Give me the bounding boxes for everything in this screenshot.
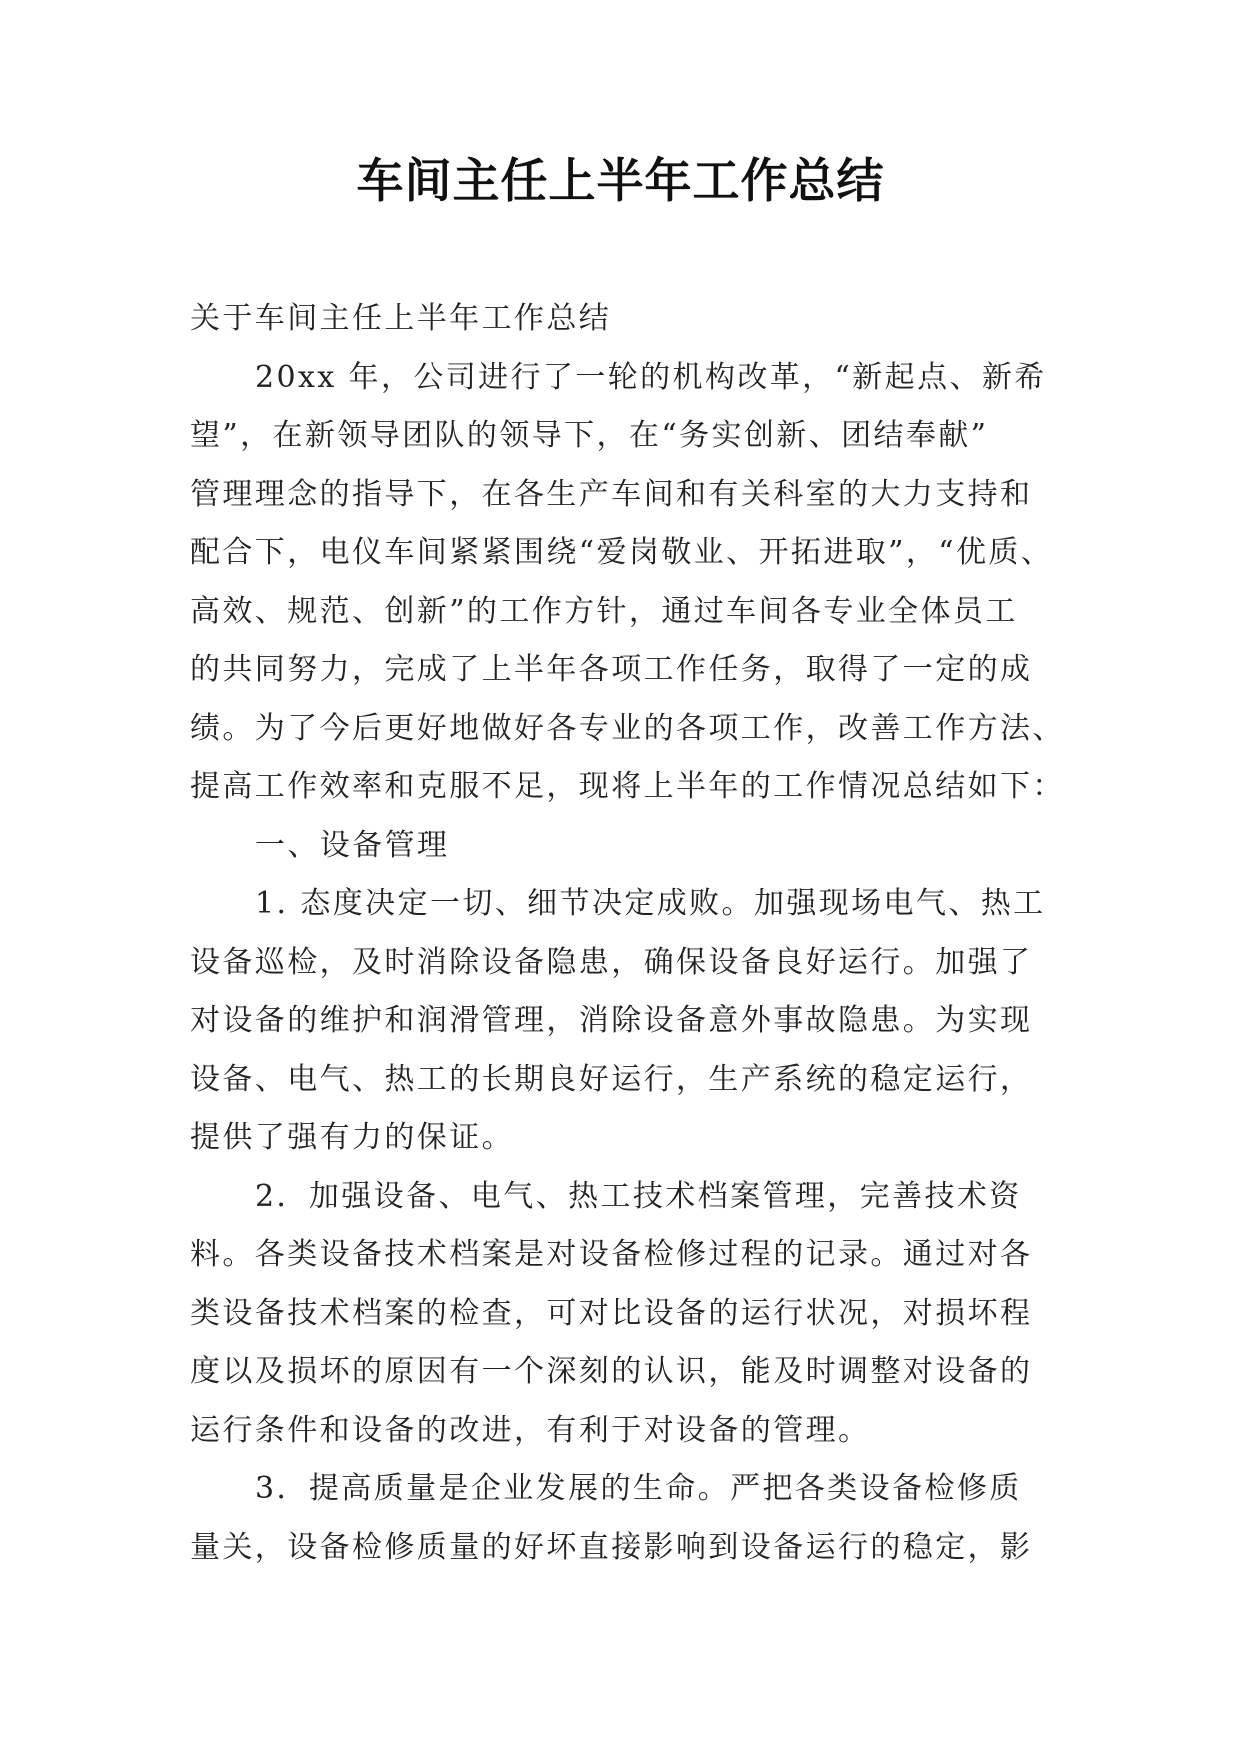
paragraph-line: 高效、规范、创新”的工作方针，通过车间各专业全体员工 — [190, 593, 1018, 629]
document-title: 车间主任上半年工作总结 — [356, 154, 885, 209]
paragraph-line: 提高工作效率和克服不足，现将上半年的工作情况总结如下： — [190, 769, 1065, 804]
document-body — [190, 290, 1065, 1577]
paragraph-line: 设备、电气、热工的长期良好运行，生产系统的稳定运行， — [190, 1061, 1033, 1097]
paragraph-line: 的共同努力，完成了上半年各项工作任务，取得了一定的成 — [190, 652, 1033, 687]
paragraph-line: 运行条件和设备的改进，有利于对设备的管理。 — [190, 1412, 871, 1448]
paragraph-line: 类设备技术档案的检查，可对比设备的运行状况，对损坏程 — [190, 1295, 1033, 1331]
paragraph-line: 20xx 年，公司进行了一轮的机构改革，“新起点、新希 — [255, 359, 1047, 395]
paragraph-line: 度以及损坏的原因有一个深刻的认识，能及时调整对设备的 — [190, 1354, 1033, 1389]
paragraph-line: 量关，设备检修质量的好坏直接影响到设备运行的稳定，影 — [190, 1529, 1033, 1565]
subtitle-line: 关于车间主任上半年工作总结 — [190, 301, 612, 336]
section-heading: 一、设备管理 — [255, 827, 450, 863]
paragraph-line: 3．提高质量是企业发展的生命。严把各类设备检修质 — [255, 1471, 1022, 1506]
paragraph-line: 配合下，电仪车间紧紧围绕“爱岗敬业、开拓进取”，“优质、 — [190, 535, 1054, 570]
paragraph-line: 提供了强有力的保证。 — [190, 1120, 514, 1155]
paragraph-line: 1. 态度决定一切、细节决定成败。加强现场电气、热工 — [255, 886, 1046, 921]
paragraph-line: 绩。为了今后更好地做好各专业的各项工作，改善工作方法、 — [190, 710, 1065, 746]
paragraph-line: 料。各类设备技术档案是对设备检修过程的记录。通过对各 — [190, 1237, 1033, 1272]
paragraph-line: 设备巡检，及时消除设备隐患，确保设备良好运行。加强了 — [190, 944, 1033, 980]
paragraph-line: 2．加强设备、电气、热工技术档案管理，完善技术资 — [255, 1178, 1022, 1214]
paragraph-line: 对设备的维护和润滑管理，消除设备意外事故隐患。为实现 — [190, 1003, 1033, 1038]
paragraph-line: 望”，在新领导团队的领导下，在“务实创新、团结奉献” — [190, 418, 989, 453]
paragraph-line: 管理理念的指导下，在各生产车间和有关科室的大力支持和 — [190, 476, 1033, 512]
